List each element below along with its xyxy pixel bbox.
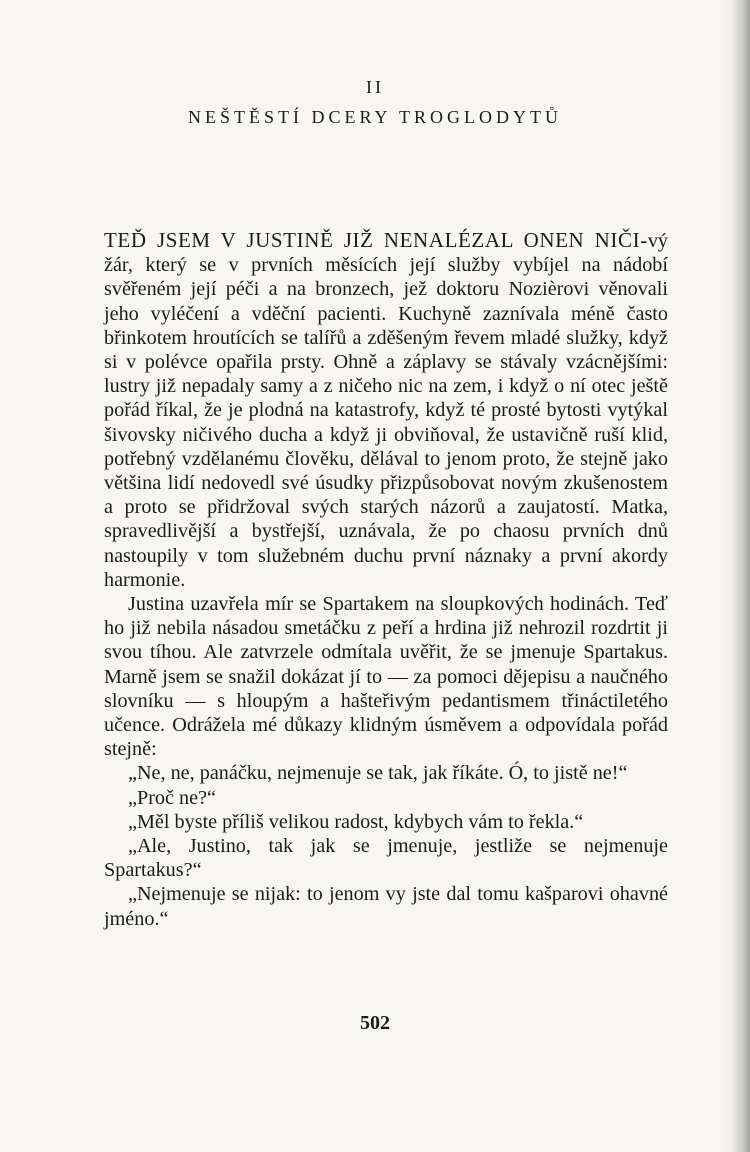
dialogue-line-1: „Ne, ne, panáčku, nejmenuje se tak, jak říkáte. Ó, to jistě ne!“ <box>128 762 628 785</box>
dialogue-line-5: „Nejmenuje se nijak: to jenom vy jste dal tomu kašparovi ohavné jméno.“ <box>104 883 668 930</box>
paragraph-2: Justina uzavřela mír se Spartakem na sloupkových hodinách. Teď ho již nebila násadou smetáčku z peří a hrdina již nehrozil rozdrtit ji svou tíhou. Ale zatvrzele odmítala uvěřit, že se jmenuje Spartakus. Marně jsem se snažil dokázat jí to — za pomoci dějepisu a naučného slovníku — s hloupým a hašteřivým pedantismem třináctiletého učence. Odrážela mé důkazy klidným úsměvem a odpovídala pořád stejně: <box>104 593 668 761</box>
chapter-number: II <box>366 77 384 97</box>
dialogue-line-3: „Měl byste příliš velikou radost, kdybych vám to řekla.“ <box>128 810 584 833</box>
chapter-title: NEŠTĚSTÍ DCERY TROGLODYTŮ <box>188 107 562 127</box>
paragraph-1 <box>104 228 668 592</box>
paragraph-lead-caps: TEĎ JSEM V JUSTINĚ JIŽ NENALÉZAL ONEN NIČI- <box>104 228 648 252</box>
paragraph-1-text: vý žár, který se v prvních měsících její služby vybíjel na nádobí svěřeném její péči a na bronzech, jež doktoru Nozièrovi věnovali jeho vyléčení a vděční pacienti. Kuchyně zaznívala méně často břinkotem hroutících se talířů a zděšeným řevem mladé služky, když si v polévce opařila prsty. Ohně a záplavy se stávaly vzácnějšími: lustry již nepadaly samy a z ničeho nic na zem, i když o ní otec ještě pořád říkal, že je plodná na katastrofy, když té prosté bytosti vytýkal šivovsky ničivého ducha a když ji obviňoval, že ustavičně ruší klid, potřebný vzdělanému člověku, dělával to jenom proto, že stejně jako většina lidí nedovedl své úsudky přizpůsobovat novým zkušenostem a proto se přidržoval svých starých názorů a zaujatostí. Matka, spravedlivější a bystřejší, uznávala, že po chaosu prvních dnů nastoupily v tom služebném duchu první náznaky a první akordy harmonie. <box>104 230 668 591</box>
page-number: 502 <box>360 1012 390 1034</box>
body-text <box>104 228 668 931</box>
dialogue-line-4: „Ale, Justino, tak jak se jmenuje, jestliže se nejmenuje Spartakus?“ <box>104 835 668 882</box>
spine-shadow <box>722 0 750 1152</box>
dialogue-line-2: „Proč ne?“ <box>128 786 216 809</box>
